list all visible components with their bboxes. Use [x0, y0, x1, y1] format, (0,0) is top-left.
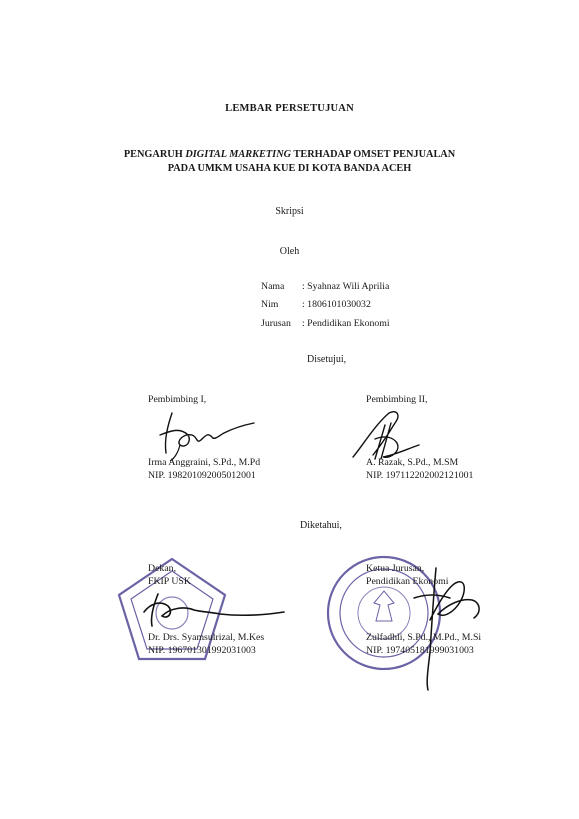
- head-role: Ketua Jurusan,: [366, 563, 425, 574]
- head-signature: [400, 560, 490, 695]
- advisor1-signature: [150, 405, 260, 465]
- head-name: Zulfadhli, S.Pd., M.Pd., M.Si: [366, 632, 482, 643]
- dean-role: Dekan,: [148, 563, 177, 574]
- head-nip: NIP. 197405181999031003: [366, 645, 474, 656]
- page-heading: LEMBAR PERSETUJUAN: [225, 103, 354, 114]
- advisor2-signature: [345, 405, 435, 465]
- document-type: Skripsi: [275, 206, 304, 217]
- thesis-title-italic: DIGITAL MARKETING: [185, 149, 292, 160]
- nim-value: : 1806101030032: [302, 299, 371, 310]
- thesis-title-prefix: PENGARUH: [123, 149, 186, 160]
- advisor1-name: Irma Anggraini, S.Pd., M.Pd: [148, 457, 261, 468]
- head-department: Pendidikan Ekonomi: [366, 576, 449, 587]
- advisor1-nip: NIP. 198201092005012001: [148, 470, 256, 481]
- dean-signature: [138, 590, 288, 630]
- major-label: Jurusan: [261, 318, 291, 329]
- thesis-title-suffix: TERHADAP OMSET PENJUALAN: [291, 149, 456, 160]
- dean-faculty: FKIP USK: [148, 576, 191, 587]
- by-label: Oleh: [279, 246, 300, 257]
- dean-nip: NIP. 196701301992031003: [148, 645, 256, 656]
- advisor2-role: Pembimbing II,: [366, 394, 428, 405]
- name-value: : Syahnaz Wili Aprilia: [302, 281, 390, 292]
- advisor2-name: A. Razak, S.Pd., M.SM: [366, 457, 459, 468]
- approved-label: Disetujui,: [307, 354, 347, 365]
- acknowledged-label: Diketahui,: [300, 520, 342, 531]
- nim-label: Nim: [261, 299, 279, 310]
- name-label: Nama: [261, 281, 285, 292]
- thesis-title-line1: [0, 149, 579, 160]
- advisor2-nip: NIP. 197112202002121001: [366, 470, 474, 481]
- thesis-title-line2: PADA UMKM USAHA KUE DI KOTA BANDA ACEH: [167, 163, 412, 174]
- dean-name: Dr. Drs. Syamsulrizal, M.Kes: [148, 632, 265, 643]
- major-value: : Pendidikan Ekonomi: [302, 318, 390, 329]
- advisor1-role: Pembimbing I,: [148, 394, 207, 405]
